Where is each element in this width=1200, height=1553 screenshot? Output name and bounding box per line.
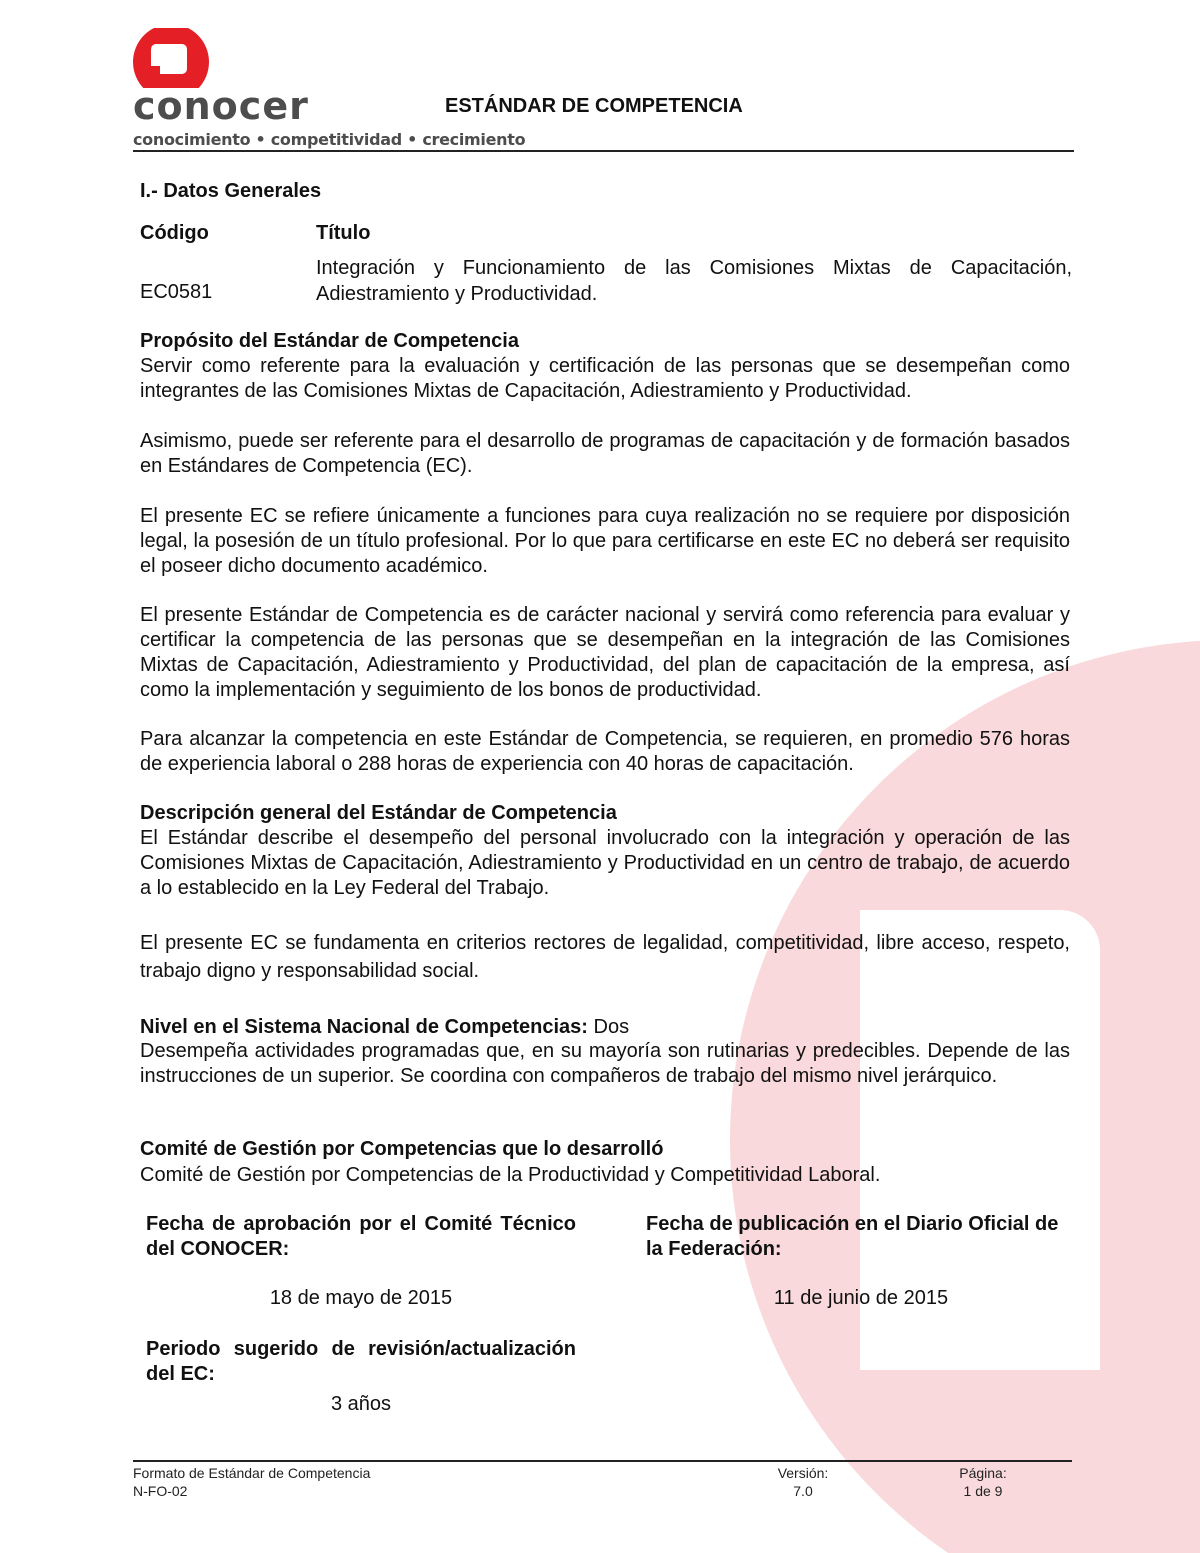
footer-page-label: Página: bbox=[959, 1465, 1007, 1481]
description-heading: Descripción general del Estándar de Competencia bbox=[140, 802, 617, 824]
publication-date-label: Fecha de publicación en el Diario Oficial de la Federación: bbox=[646, 1213, 1059, 1260]
section-title-general: I.- Datos Generales bbox=[140, 180, 322, 202]
level-heading: Nivel en el Sistema Nacional de Competencias: bbox=[140, 1016, 588, 1038]
level-description: Desempeña actividades programadas que, en su mayoría son rutinarias y predecibles. Depende de las instrucciones de un superior. Se coordina con compañeros de trabajo del mismo nivel jerárquico. bbox=[140, 1040, 1070, 1087]
document-title: ESTÁNDAR DE COMPETENCIA bbox=[445, 95, 743, 117]
review-period-label: Periodo sugerido de revisión/actualización del EC: bbox=[146, 1338, 576, 1385]
approval-date-label: Fecha de aprobación por el Comité Técnico del CONOCER: bbox=[146, 1213, 576, 1260]
footer-version bbox=[760, 1464, 846, 1500]
description-paragraph-2: El presente EC se fundamenta en criterios rectores de legalidad, competitividad, libre acceso, respeto, trabajo digno y responsabilidad social. bbox=[140, 932, 1070, 982]
code-label: Código bbox=[140, 222, 209, 244]
publication-date-value: 11 de junio de 2015 bbox=[773, 1287, 949, 1309]
purpose-paragraph-3: El presente EC se refiere únicamente a funciones para cuya realización no se requiere por disposición legal, la posesión de un título profesional. Por lo que para certificarse en este EC no deberá ser requisito el poseer dicho documento académico. bbox=[140, 505, 1070, 577]
footer-divider bbox=[133, 1460, 1072, 1462]
footer-page-value: 1 de 9 bbox=[963, 1483, 1003, 1499]
level-value: Dos bbox=[593, 1016, 630, 1038]
committee-heading: Comité de Gestión por Competencias que lo desarrolló bbox=[140, 1138, 664, 1160]
footer-format-code: N-FO-02 bbox=[133, 1483, 188, 1499]
purpose-paragraph-5: Para alcanzar la competencia en este Estándar de Competencia, se requieren, en promedio 576 horas de experiencia laboral o 288 horas de experiencia con 40 horas de capacitación. bbox=[140, 728, 1070, 775]
footer-version-value: 7.0 bbox=[793, 1483, 813, 1499]
purpose-paragraph-1: Servir como referente para la evaluación y certificación de las personas que se desempeñan como integrantes de las Comisiones Mixtas de Capacitación, Adiestramiento y Productividad. bbox=[140, 355, 1070, 402]
level-line bbox=[140, 1015, 1070, 1040]
footer-format-name: Formato de Estándar de Competencia bbox=[133, 1465, 371, 1481]
title-label: Título bbox=[316, 222, 371, 244]
footer-version-label: Versión: bbox=[777, 1465, 829, 1481]
purpose-paragraph-2: Asimismo, puede ser referente para el desarrollo de programas de capacitación y de formación basados en Estándares de Competencia (EC). bbox=[140, 430, 1070, 477]
purpose-heading: Propósito del Estándar de Competencia bbox=[140, 330, 519, 352]
title-value: Integración y Funcionamiento de las Comisiones Mixtas de Capacitación, Adiestramiento y Productividad. bbox=[316, 257, 1072, 305]
code-value: EC0581 bbox=[140, 281, 213, 303]
description-paragraph-1: El Estándar describe el desempeño del personal involucrado con la integración y operación de las Comisiones Mixtas de Capacitación, Adiestramiento y Productividad en un centro de trabajo, de acuerdo a lo establecido en la Ley Federal del Trabajo. bbox=[140, 827, 1070, 899]
footer-format bbox=[133, 1464, 370, 1500]
review-period-value: 3 años bbox=[330, 1393, 392, 1415]
footer-page bbox=[940, 1464, 1026, 1500]
header-divider bbox=[133, 150, 1074, 152]
logo-tagline: conocimiento • competitividad • crecimiento bbox=[133, 130, 526, 149]
purpose-paragraph-4: El presente Estándar de Competencia es de carácter nacional y servirá como referencia para evaluar y certificar la competencia de las personas que se desempeñan en la integración de las Comisiones Mixtas de Capacitación, Adiestramiento y Productividad, del plan de capacitación de la empresa, así como la implementación y seguimiento de los bonos de productividad. bbox=[140, 604, 1070, 701]
conocer-logo-icon bbox=[133, 28, 209, 88]
logo-wordmark: conocer bbox=[133, 84, 309, 128]
committee-name: Comité de Gestión por Competencias de la Productividad y Competitividad Laboral. bbox=[140, 1164, 881, 1186]
approval-date-value: 18 de mayo de 2015 bbox=[269, 1287, 453, 1309]
